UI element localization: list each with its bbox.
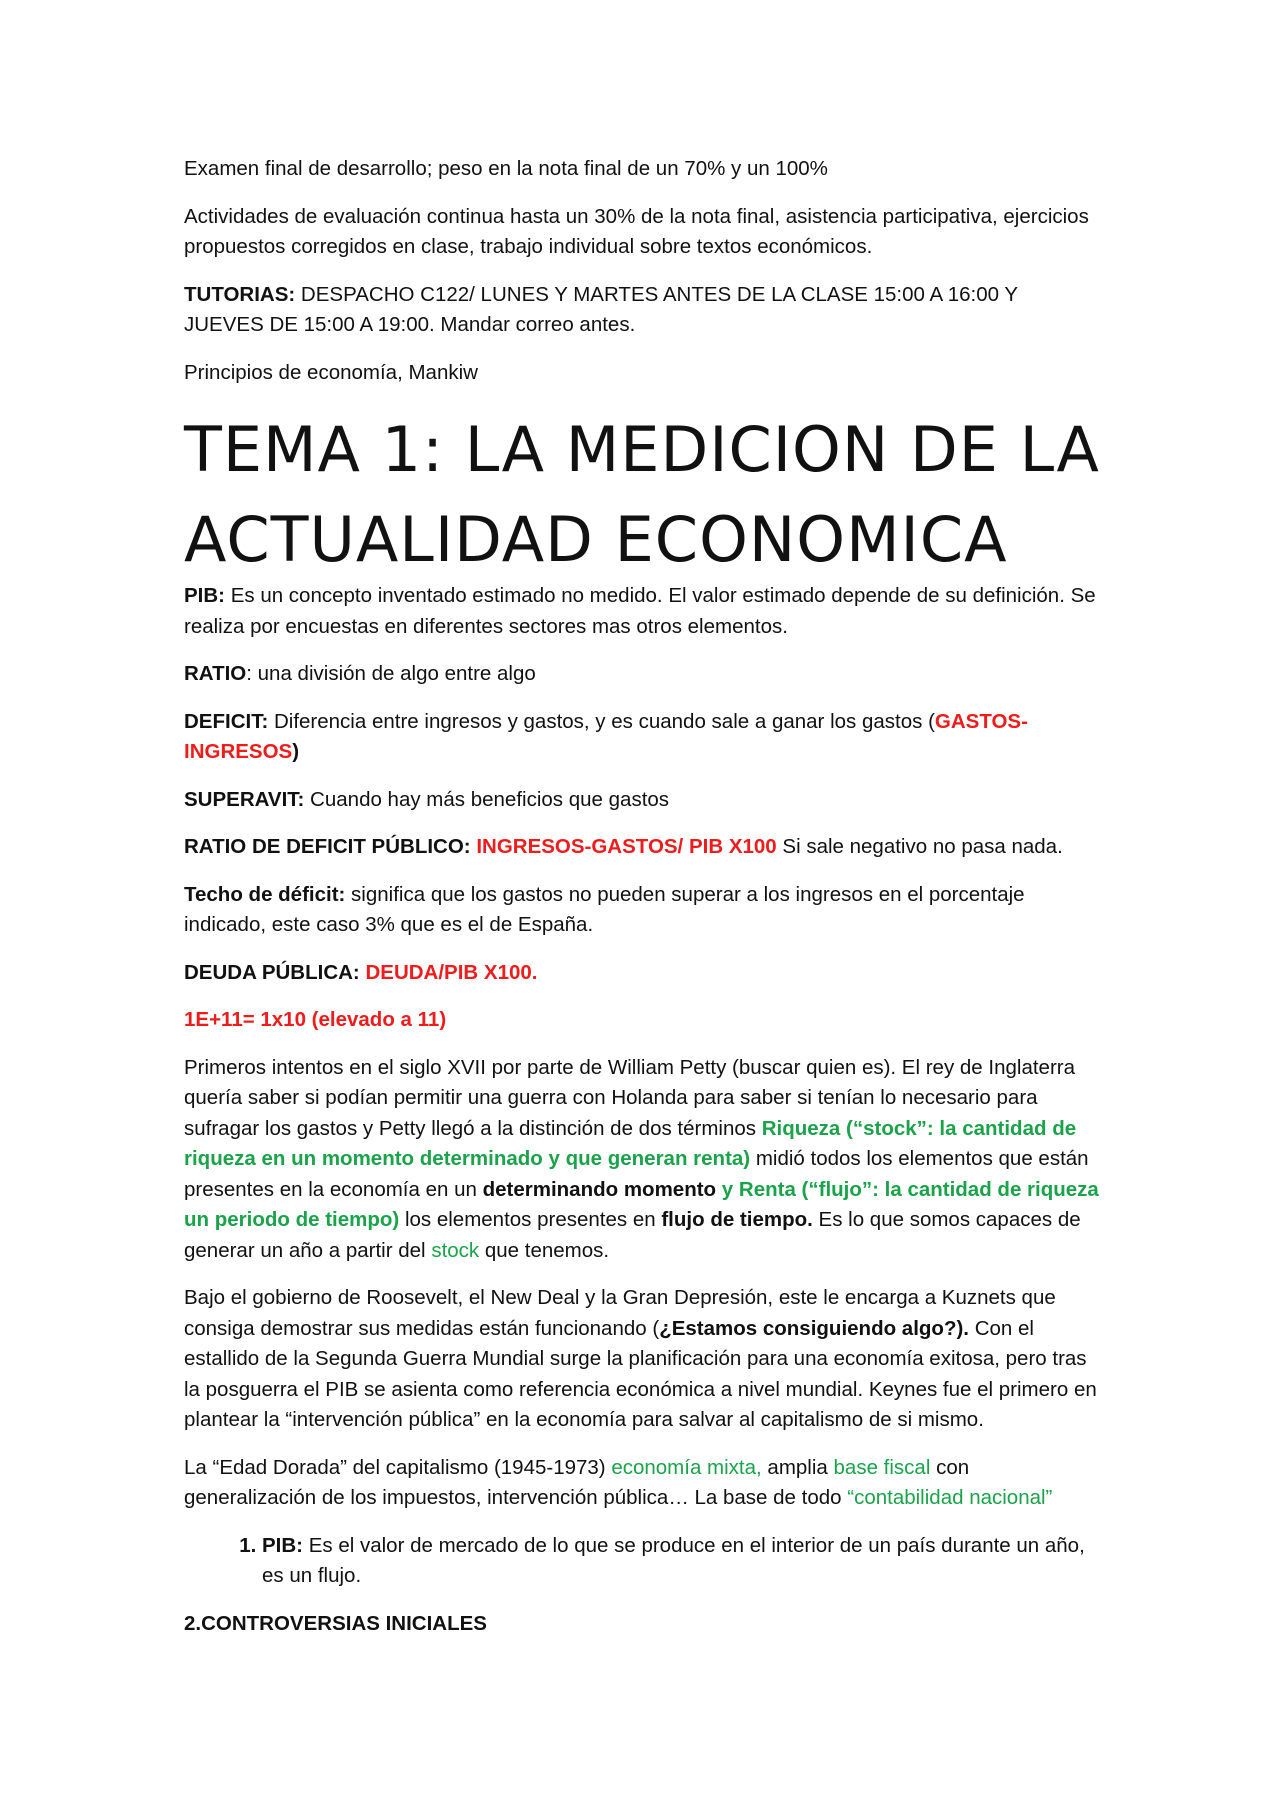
numbered-list (184, 1531, 1100, 1592)
renta-highlight: y Renta (“flujo”: la cantidad de riqueza un periodo de tiempo) (184, 1177, 1099, 1231)
petty-text-3: los elementos presentes en (399, 1208, 662, 1231)
roosevelt-text-2: Con el estallido de la Segunda Guerra Mundial surge la planificación para una economía exitosa, pero tras la posguerra el PIB se asienta como referencia económica a nivel mundial. Keynes fue el primero en plantear la “intervención pública” en la economía para salvar al capitalismo de si mismo. (184, 1316, 1097, 1431)
petty-text-1: Primeros intentos en el siglo XVII por parte de William Petty (buscar quien es). El rey de Inglaterra quería saber si podían permitir una guerra con Holanda para saber si tenían lo necesario para sufragar los gastos y Petty llegó a la distinción de dos términos (184, 1055, 1076, 1140)
deficit-definition (184, 707, 1100, 768)
deficit-label: DEFICIT: (184, 709, 269, 733)
pib-definition (184, 581, 1100, 642)
pib-label: PIB: (184, 584, 225, 607)
flujo-bold: flujo de tiempo. (661, 1208, 813, 1231)
stock-highlight: stock (431, 1238, 480, 1262)
list-item (262, 1531, 1100, 1592)
edad-text-3: con generalización de los impuestos, intervención pública… La base de todo (184, 1455, 970, 1509)
deficit-text: Diferencia entre ingresos y gastos, y es cuando sale a ganar los gastos ( (268, 709, 935, 733)
section-heading-text: 2.CONTROVERSIAS INICIALES (184, 1611, 487, 1635)
deuda-formula: DEUDA/PIB X100. (359, 960, 538, 984)
superavit-definition (184, 785, 1100, 816)
list-item-label: PIB: (262, 1533, 303, 1557)
deuda-label: DEUDA PÚBLICA: (184, 960, 360, 984)
roosevelt-paragraph (184, 1283, 1100, 1436)
section-heading (184, 1609, 1100, 1640)
deuda-definition (184, 958, 1100, 989)
petty-paragraph (184, 1053, 1100, 1267)
ratio-deficit-label: RATIO DE DEFICIT PÚBLICO: (184, 835, 471, 858)
ratio-deficit-text: Si sale negativo no pasa nada. (776, 835, 1063, 858)
riqueza-highlight: Riqueza (“stock”: la cantidad de riqueza en un momento determinado y que generan renta) (184, 1116, 1077, 1170)
ratio-deficit-formula: INGRESOS-GASTOS/ PIB X100 (470, 835, 777, 858)
notation-line (184, 1005, 1100, 1036)
techo-text: significa que los gastos no pueden superar a los ingresos en el porcentaje indicado, este caso 3% que es el de España. (184, 882, 1025, 936)
base-fiscal-highlight: base fiscal (833, 1455, 931, 1479)
book-paragraph: Principios de economía, Mankiw (184, 360, 478, 384)
superavit-label: SUPERAVIT: (184, 787, 305, 811)
ratio-deficit-definition (184, 832, 1100, 863)
page-title: TEMA 1: LA MEDICION DE LA ACTUALIDAD ECONOMICA (184, 413, 1100, 576)
ratio-label: RATIO (184, 662, 247, 685)
petty-text-5: que tenemos. (479, 1238, 610, 1262)
economia-mixta-highlight: economía mixta, (611, 1455, 762, 1479)
ratio-definition (184, 659, 1100, 690)
ratio-text: : una división de algo entre algo (246, 662, 536, 685)
question-bold: ¿Estamos consiguiendo algo?). (659, 1316, 969, 1340)
contabilidad-highlight: “contabilidad nacional” (847, 1486, 1053, 1509)
techo-label: Techo de déficit: (184, 882, 346, 906)
notation-text: 1E+11= 1x10 (elevado a 11) (184, 1008, 447, 1031)
tutorias-label: TUTORIAS: (184, 282, 296, 306)
edad-dorada-paragraph (184, 1453, 1100, 1514)
list-item-text: Es el valor de mercado de lo que se produce en el interior de un país durante un año, es un flujo. (262, 1533, 1085, 1587)
exam-paragraph: Examen final de desarrollo; peso en la nota final de un 70% y un 100% (184, 157, 828, 180)
deficit-formula: GASTOS-INGRESOS (184, 709, 1028, 763)
edad-text-1: La “Edad Dorada” del capitalismo (1945-1973) (184, 1455, 612, 1479)
petty-text-4: Es lo que somos capaces de generar un año a partir del (184, 1208, 1081, 1262)
momento-bold: determinando momento (482, 1177, 717, 1201)
deficit-close: ) (292, 740, 300, 763)
edad-text-2: amplia (761, 1455, 834, 1479)
roosevelt-text-1: Bajo el gobierno de Roosevelt, el New Deal y la Gran Depresión, este le encarga a Kuznets que consiga demostrar sus medidas están funcionando ( (184, 1286, 1056, 1340)
petty-text-2: midió todos los elementos que están presentes en la economía en un (184, 1147, 1089, 1201)
techo-definition (184, 880, 1100, 941)
tutorias-paragraph (184, 280, 1100, 341)
activities-paragraph: Actividades de evaluación continua hasta un 30% de la nota final, asistencia participativa, ejercicios propuestos corregidos en clase, trabajo individual sobre textos económicos. (184, 204, 1089, 258)
pib-text: Es un concepto inventado estimado no medido. El valor estimado depende de su definición. Se realiza por encuestas en diferentes sectores mas otros elementos. (184, 584, 1096, 638)
superavit-text: Cuando hay más beneficios que gastos (304, 787, 670, 811)
tutorias-text: DESPACHO C122/ LUNES Y MARTES ANTES DE LA CLASE 15:00 A 16:00 Y JUEVES DE 15:00 A 19:00. Mandar correo antes. (184, 282, 1018, 336)
